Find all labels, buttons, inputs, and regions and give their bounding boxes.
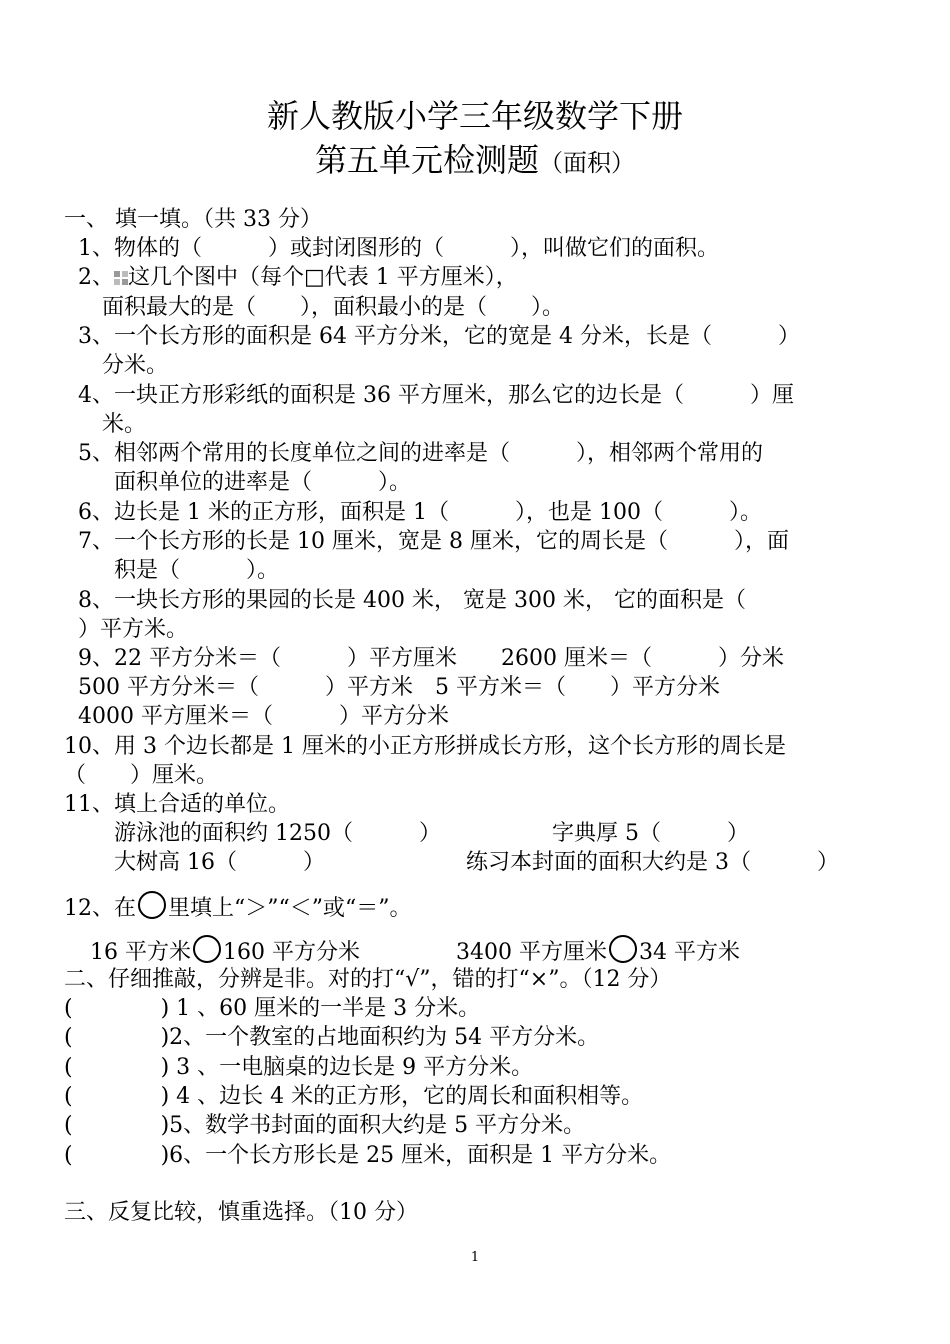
judge-item: ( ) 1 、60 厘米的一半是 3 分米。 xyxy=(64,996,481,1021)
question-12a xyxy=(90,935,360,967)
question-11: 11、填上合适的单位。 xyxy=(64,792,290,817)
question-10a: 10、用 3 个边长都是 1 厘米的小正方形拼成长方形，这个长方形的周长是 xyxy=(64,734,786,759)
question-11d: 练习本封面的面积大约是 3（ ） xyxy=(466,850,839,875)
circle-icon xyxy=(138,891,166,919)
question-4b: 米。 xyxy=(102,412,147,437)
question-7b: 积是（ ）。 xyxy=(114,558,280,583)
question-2-number: 2、 xyxy=(78,265,114,290)
question-9c: 4000 平方厘米＝（ ）平方分米 xyxy=(78,704,449,729)
question-7a: 7、一个长方形的长是 10 厘米，宽是 8 厘米，它的周长是（ ），面 xyxy=(78,529,789,554)
question-5b: 面积单位的进率是（ ）。 xyxy=(114,470,412,495)
compare-circle-1-icon xyxy=(193,935,221,963)
question-12-before: 12、在 xyxy=(64,896,136,921)
compare-left-2: 3400 平方厘米 xyxy=(456,940,607,965)
page-number: 1 xyxy=(470,1250,480,1265)
question-9a: 9、22 平方分米＝（ ）平方厘米 2600 厘米＝（ ）分米 xyxy=(78,646,784,671)
question-2a xyxy=(78,264,518,292)
judge-item: ( ) 3 、一电脑桌的边长是 9 平方分米。 xyxy=(64,1055,534,1080)
question-9b: 500 平方分米＝（ ）平方米 5 平方米＝（ ）平方分米 xyxy=(78,675,720,700)
question-3a: 3、一个长方形的面积是 64 平方分米，它的宽是 4 分米，长是（ ） xyxy=(78,324,800,349)
grid-figure-icon xyxy=(114,271,128,285)
question-1: 1、物体的（ ）或封闭图形的（ ），叫做它们的面积。 xyxy=(78,236,719,261)
judge-item: ( ) 4 、边长 4 米的正方形，它的周长和面积相等。 xyxy=(64,1084,644,1109)
question-5a: 5、相邻两个常用的长度单位之间的进率是（ ），相邻两个常用的 xyxy=(78,441,763,466)
question-3b: 分米。 xyxy=(102,353,169,378)
question-4a: 4、一块正方形彩纸的面积是 36 平方厘米，那么它的边长是（ ）厘 xyxy=(78,383,794,408)
question-12b xyxy=(456,935,740,967)
question-12 xyxy=(64,891,411,923)
question-8b: ）平方米。 xyxy=(78,617,189,642)
question-11a: 游泳池的面积约 1250（ ） xyxy=(114,821,441,846)
section2-heading: 二、仔细推敲，分辨是非。对的打“√”，错的打“×”。（12 分） xyxy=(64,967,672,992)
title-line2 xyxy=(0,140,950,183)
section3-heading: 三、反复比较，慎重选择。（10 分） xyxy=(64,1200,418,1225)
compare-circle-2-icon xyxy=(609,935,637,963)
question-2-text: 这几个图中（每个□代表 1 平方厘米）， xyxy=(128,265,518,290)
title-sub: （面积） xyxy=(539,149,635,177)
title-line1: 新人教版小学三年级数学下册 xyxy=(266,97,683,135)
judge-item: ( )2、一个教室的占地面积约为 54 平方分米。 xyxy=(64,1025,600,1050)
compare-right-1: 160 平方分米 xyxy=(223,940,360,965)
compare-left-1: 16 平方米 xyxy=(90,940,191,965)
question-11c: 大树高 16（ ） xyxy=(114,850,325,875)
question-11b: 字典厚 5（ ） xyxy=(552,821,749,846)
compare-right-2: 34 平方米 xyxy=(638,940,740,965)
judge-item: ( )6、一个长方形长是 25 厘米，面积是 1 平方分米。 xyxy=(64,1143,672,1168)
question-6: 6、边长是 1 米的正方形，面积是 1（ ），也是 100（ ）。 xyxy=(78,500,762,525)
title-main: 第五单元检测题 xyxy=(314,141,539,179)
section1-heading: 一、 填一填。（共 33 分） xyxy=(64,207,322,232)
question-12-after: 里填上“＞”“＜”或“＝”。 xyxy=(168,896,412,921)
question-2b: 面积最大的是（ ），面积最小的是（ ）。 xyxy=(102,295,565,320)
question-8a: 8、一块长方形的果园的长是 400 米， 宽是 300 米， 它的面积是（ xyxy=(78,588,746,613)
question-10b: （ ）厘米。 xyxy=(64,763,219,788)
judge-item: ( )5、数学书封面的面积大约是 5 平方分米。 xyxy=(64,1113,586,1138)
